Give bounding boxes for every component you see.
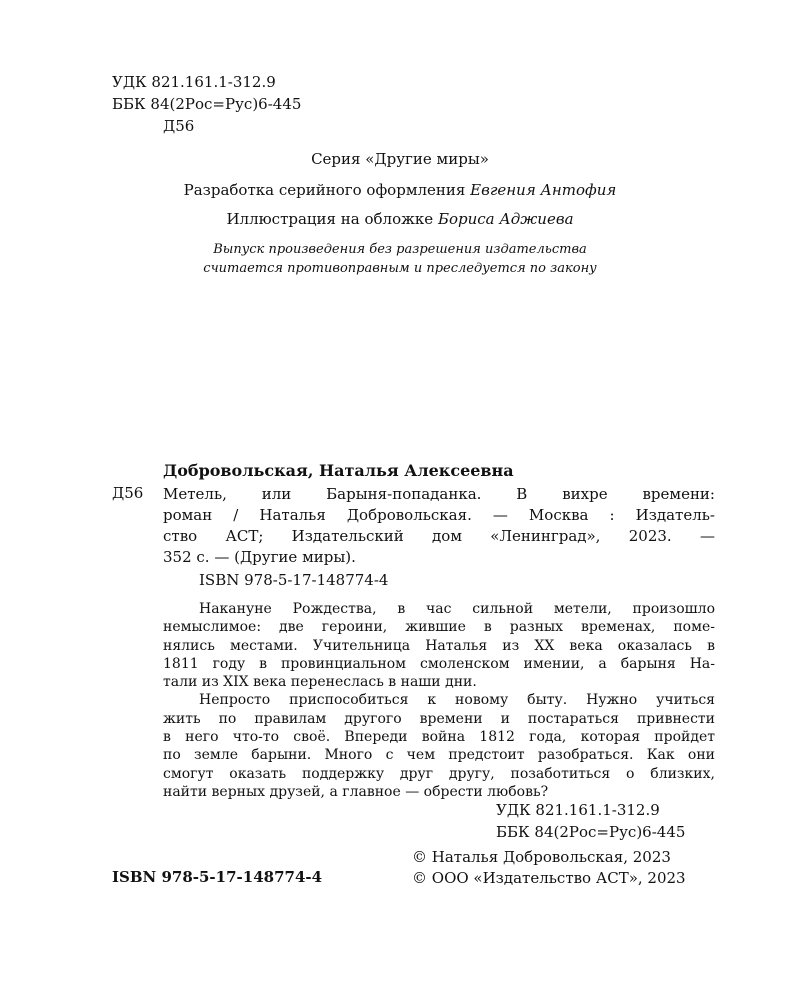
isbn-bottom: ISBN 978-5-17-148774-4 bbox=[112, 868, 323, 886]
catalog-line: ство АСТ; Издательский дом «Ленинград», 2023. — bbox=[163, 527, 715, 545]
annotation-line: найти верных друзей, а главное — обрести любовь? bbox=[163, 783, 549, 800]
catalog-line: роман / Наталья Добровольская. — Москва : Издатель- bbox=[163, 506, 715, 524]
design-credit bbox=[0, 181, 800, 199]
udk-code-top: УДК 821.161.1-312.9 bbox=[112, 73, 276, 91]
warning-line-2: считается противоправным и преследуется по закону bbox=[203, 261, 597, 276]
bbk-code-top: ББК 84(2Рос=Рус)6-445 bbox=[112, 95, 302, 113]
annotation-line: по земле барыни. Много с чем предстоит разобраться. Как они bbox=[163, 747, 715, 764]
catalog-isbn: ISBN 978-5-17-148774-4 bbox=[199, 571, 389, 589]
annotation-line: тали из XIX века перенеслась в наши дни. bbox=[163, 674, 477, 691]
udk-code-bottom: УДК 821.161.1-312.9 bbox=[496, 801, 660, 819]
annotation-line: Непросто приспособиться к новому быту. Нужно учиться bbox=[199, 692, 715, 709]
warning-line-1: Выпуск произведения без разрешения издательства bbox=[213, 242, 587, 257]
illustration-credit bbox=[0, 210, 800, 228]
author-mark-top: Д56 bbox=[163, 117, 195, 135]
annotation-line: немыслимое: две героини, жившие в разных временах, поме- bbox=[163, 619, 715, 636]
annotation-line: 1811 году в провинциальном смоленском имении, а барыня На- bbox=[163, 655, 715, 672]
catalog-author: Добровольская, Наталья Алексеевна bbox=[163, 461, 514, 480]
series-line: Серия «Другие миры» bbox=[311, 150, 489, 168]
catalog-code: Д56 bbox=[112, 484, 144, 502]
annotation bbox=[163, 600, 715, 801]
annotation-line: нялись местами. Учительница Наталья из XX века оказалась в bbox=[163, 637, 715, 654]
illustration-credit-label: Иллюстрация на обложке bbox=[226, 210, 434, 228]
catalog-line: Метель, или Барыня-попаданка. В вихре времени: bbox=[163, 485, 715, 503]
design-credit-name: Евгения Антофия bbox=[470, 181, 617, 199]
copyright-author: © Наталья Добровольская, 2023 bbox=[412, 848, 671, 866]
bbk-code-bottom: ББК 84(2Рос=Рус)6-445 bbox=[496, 823, 686, 841]
annotation-line: жить по правилам другого времени и постараться привнести bbox=[163, 710, 715, 727]
copyright-publisher: © ООО «Издательство АСТ», 2023 bbox=[412, 869, 686, 887]
annotation-line: в него что-то своё. Впереди война 1812 года, которая пройдет bbox=[163, 729, 715, 746]
catalog-description bbox=[163, 484, 715, 568]
annotation-line: смогут оказать поддержку друг другу, позаботиться о близких, bbox=[163, 765, 715, 782]
annotation-line: Накануне Рождества, в час сильной метели, произошло bbox=[199, 601, 715, 617]
design-credit-label: Разработка серийного оформления bbox=[183, 181, 466, 199]
illustration-credit-name: Бориса Аджиева bbox=[437, 210, 574, 228]
copyright-warning bbox=[0, 240, 800, 278]
catalog-line: 352 с. — (Другие миры). bbox=[163, 548, 356, 566]
